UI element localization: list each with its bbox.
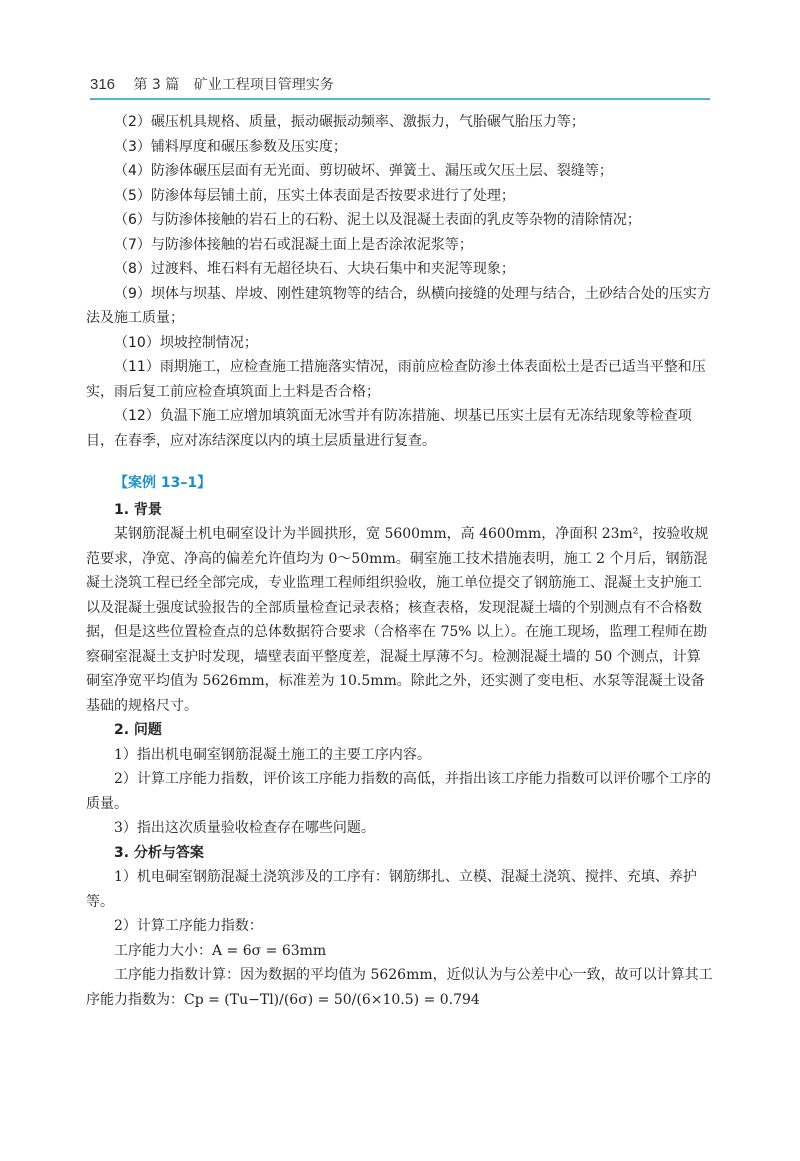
header-rule — [90, 98, 710, 100]
list-item: （11）雨期施工，应检查施工措施落实情况，雨前应检查防渗土体表面松土是否已适当平整和压实，雨后复工前应检查填筑面上土料是否合格； — [86, 359, 706, 400]
list-item: （7）与防渗体接触的岩石或混凝土面上是否涂浓泥浆等； — [114, 236, 473, 253]
list-item: （8）过渡料、堆石料有无超径块石、大块石集中和夹泥等现象； — [114, 261, 515, 277]
list-item: （12）负温下施工应增加填筑面无冰雪并有防冻措施、坝基已压实土层有无冻结现象等检查项目，在春季，应对冻结深度以内的填土层质量进行复查。 — [86, 408, 692, 449]
list-item: （6）与防渗体接触的岩石上的石粉、泥土以及混凝土表面的乳皮等杂物的清除情况； — [114, 212, 641, 228]
question-item: 3）指出这次质量验收检查存在哪些问题。 — [114, 820, 375, 836]
list-item: （4）防渗体碾压层面有无光面、剪切破坏、弹簧土、漏压或欠压土层、裂缝等； — [114, 163, 613, 179]
page-number: 316 — [90, 76, 116, 93]
background-section — [86, 522, 714, 718]
question-list — [86, 743, 714, 841]
book-title: 矿业工程项目管理实务 — [193, 77, 334, 93]
list-item: （9）坝体与坝基、岸坡、刚性建筑物等的结合，纵横向接缝的处理与结合，土砂结合处的压实方法及施工质量； — [86, 285, 711, 326]
list-item: （10）坝坡控制情况； — [114, 334, 258, 351]
question-heading: 2. 问题 — [114, 722, 162, 738]
formula-line: 工序能力大小：A = 6σ = 63mm — [114, 942, 327, 959]
question-item: 1）指出机电硐室钢筋混凝土施工的主要工序内容。 — [114, 746, 431, 763]
page-header — [90, 74, 710, 96]
answer-item: 1）机电硐室钢筋混凝土浇筑涉及的工序有：钢筋绑扎、立模、混凝土浇筑、搅拌、充填、养护等。 — [86, 869, 697, 910]
inspection-list — [86, 110, 714, 453]
list-item: （3）铺料厚度和碾压参数及压实度； — [114, 138, 347, 155]
answer-heading: 3. 分析与答案 — [114, 844, 204, 861]
question-item: 2）计算工序能力指数，评价该工序能力指数的高低，并指出该工序能力指数可以评价哪个工序的质量。 — [86, 771, 711, 812]
answer-item: 2）计算工序能力指数： — [114, 918, 263, 934]
case-title: 【案例 13–1】 — [114, 475, 212, 491]
list-item: （2）碾压机具规格、质量，振动碾振动频率、激振力，气胎碾气胎压力等； — [114, 114, 585, 130]
background-text: 某钢筋混凝土机电硐室设计为半圆拱形，宽 5600mm，高 4600mm，净面积 23m²，按验收规范要求，净宽、净高的偏差允许值均为 0～50mm。硐室施工技术措施表明，施工 2 个月后，钢筋混凝土浇筑工程已经全部完成，专业监理工程师组织验收，施工单位提交了钢筋施工、混凝土支护施工以及混凝土强度试验报告的全部质量检查记录表格；核查表格，发现混凝土墙的个别测点有不合格数据，但是这些位置检查点的总体数据符合要求（合格率在 75% 以上）。在施工现场，监理工程师在勘察硐室混凝土支护时发现，墙壁表面平整度差，混凝土厚薄不匀。检测混凝土墙的 50 个测点，计算硐室净宽平均值为 5626mm，标准差为 10.5mm。除此之外，还实测了变电柜、水泵等混凝土设备基础的规格尺寸。 — [86, 526, 709, 714]
list-item: （5）防渗体每层铺土前，压实土体表面是否按要求进行了处理； — [114, 187, 515, 204]
page-body — [86, 110, 714, 1012]
answer-list — [86, 865, 714, 1012]
background-heading: 1. 背景 — [114, 501, 162, 518]
formula-line: 工序能力指数计算：因为数据的平均值为 5626mm，近似认为与公差中心一致，故可以计算其工序能力指数为：Cp = (Tu−Tl)/(6σ) = 50/(6×10.5) = 0.794 — [86, 967, 713, 1008]
part-label: 第 3 篇 — [133, 77, 180, 93]
